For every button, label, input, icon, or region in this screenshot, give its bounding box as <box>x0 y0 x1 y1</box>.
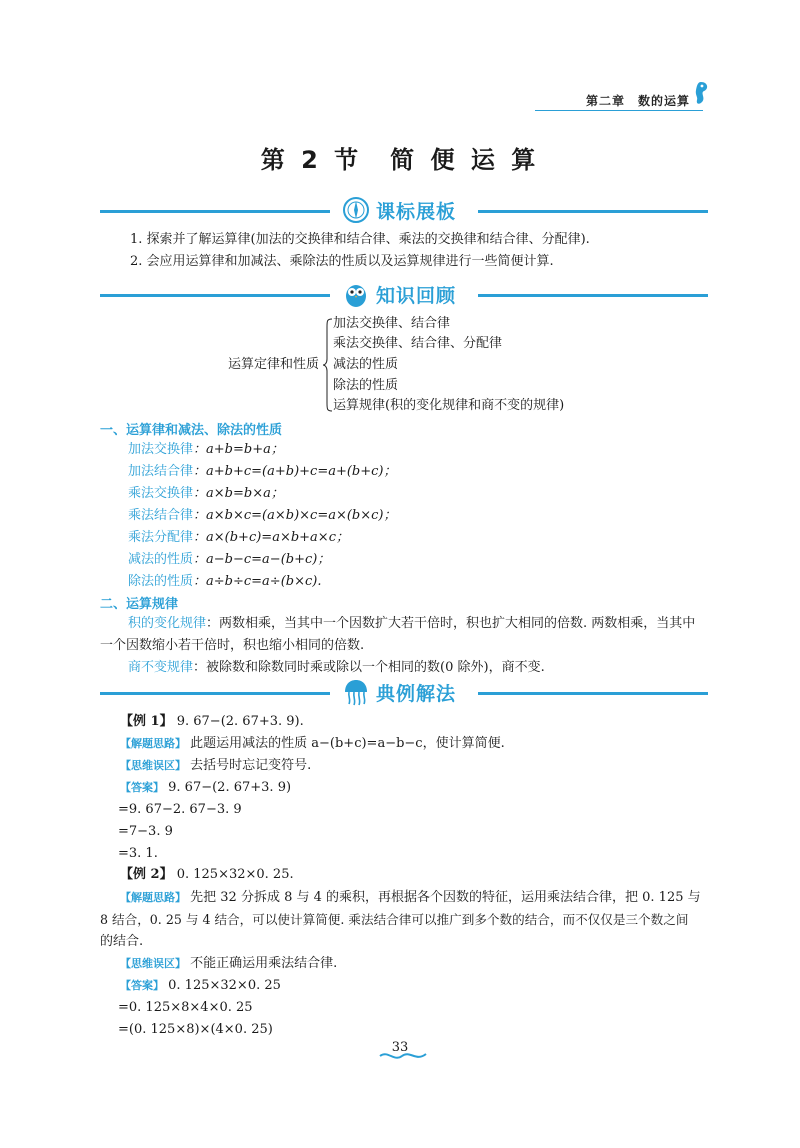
chapter-rule <box>535 110 703 111</box>
example-label: 【例 2】 <box>120 867 173 882</box>
answer-step: =3. 1. <box>118 846 158 861</box>
rule-name: 除法的性质 <box>128 574 194 589</box>
rule-name: 乘法结合律 <box>128 508 194 523</box>
rule-row <box>128 572 321 592</box>
banner-line-right <box>478 210 708 213</box>
banner-standards <box>100 196 708 226</box>
wave-icon <box>378 1048 428 1062</box>
banner-title: 知识回顾 <box>376 285 457 307</box>
rule-row <box>128 550 330 570</box>
rule-formula: ：a×b=b×a； <box>193 486 284 501</box>
rule-formula: ：a+b+c=(a+b)+c=a+(b+c)； <box>193 464 397 479</box>
rule-row <box>128 462 397 482</box>
mindmap-item: 运算规律(积的变化规律和商不变的规律) <box>333 398 565 413</box>
page-number: 33 <box>391 1040 409 1055</box>
tag-answer: 【答案】 <box>120 781 164 794</box>
standard-item-1: 1. 探索并了解运算律(加法的交换律和结合律、乘法的交换律和结合律、分配律). <box>130 232 590 247</box>
banner-examples <box>100 678 708 708</box>
tag-answer: 【答案】 <box>120 979 164 992</box>
example-problem: 0. 125×32×0. 25. <box>176 867 294 882</box>
mindmap-item: 减法的性质 <box>333 357 399 372</box>
seahorse-icon <box>690 80 712 114</box>
owl-icon <box>342 280 370 308</box>
rule-name: 加法交换律 <box>128 442 194 457</box>
example-1-pitfall <box>120 756 311 776</box>
idea-text-cont: 8 结合，0. 25 与 4 结合，可以使计算简便. 乘法结合律可以推广到多个数的结合，而不仅仅是三个数之间 <box>100 912 689 927</box>
section-title: 第 2 节 简 便 运 算 <box>260 146 540 174</box>
idea-text: 先把 32 分拆成 8 与 4 的乘积，再根据各个因数的特征，运用乘法结合律，把 0. 125 与 <box>190 890 701 905</box>
compass-icon <box>342 196 370 224</box>
mindmap-item: 加法交换律、结合律 <box>333 316 451 331</box>
rule-formula: ：a÷b÷c=a÷(b×c). <box>193 574 322 589</box>
rule-formula: ：a×b×c=(a×b)×c=a×(b×c)； <box>193 508 397 523</box>
pitfall-text: 去括号时忘记变符号. <box>190 758 312 773</box>
tag-pitfall: 【思维误区】 <box>120 759 186 772</box>
standard-item-2: 2. 会应用运算律和加减法、乘除法的性质以及运算规律进行一些简便计算. <box>130 254 554 269</box>
answer-text: 0. 125×32×0. 25 <box>168 978 281 993</box>
part1-title: 一、运算律和减法、除法的性质 <box>100 423 283 438</box>
example-1-row <box>120 712 304 732</box>
rule-name: 积的变化规律 <box>128 616 207 631</box>
banner-line-right <box>478 294 708 297</box>
banner-line-left <box>100 294 330 297</box>
rule-row <box>128 484 284 504</box>
rule-name: 加法结合律 <box>128 464 194 479</box>
jellyfish-icon <box>342 678 370 706</box>
example-1-idea <box>120 734 505 754</box>
rule-name: 乘法交换律 <box>128 486 194 501</box>
answer-step: =(0. 125×8)×(4×0. 25) <box>118 1022 273 1037</box>
example-label: 【例 1】 <box>120 714 173 729</box>
tag-idea: 【解题思路】 <box>120 891 186 904</box>
rule-name: 减法的性质 <box>128 552 194 567</box>
chapter-header: 第二章 数的运算 <box>585 94 690 108</box>
pitfall-text: 不能正确运用乘法结合律. <box>190 956 338 971</box>
idea-text-cont: 的结合. <box>100 934 144 949</box>
rule-name: 乘法分配律 <box>128 530 194 545</box>
rule-text-cont: 一个因数缩小若干倍时，积也缩小相同的倍数. <box>100 638 365 653</box>
answer-step: =9. 67−2. 67−3. 9 <box>118 802 242 817</box>
example-2-pitfall <box>120 954 337 974</box>
banner-line-right <box>478 692 708 695</box>
banner-review <box>100 280 708 310</box>
rule-row <box>128 528 349 548</box>
example-2-row <box>120 865 294 885</box>
mindmap-item: 乘法交换律、结合律、分配律 <box>333 336 503 351</box>
rule-name: 商不变规律 <box>128 660 194 675</box>
banner-line-left <box>100 692 330 695</box>
rule-row <box>128 614 695 634</box>
answer-text: 9. 67−(2. 67+3. 9) <box>168 780 292 795</box>
example-1-answer <box>120 778 291 798</box>
tag-pitfall: 【思维误区】 <box>120 957 186 970</box>
banner-title: 典例解法 <box>376 683 457 705</box>
answer-step: =0. 125×8×4×0. 25 <box>118 1000 253 1015</box>
rule-formula: ：a−b−c=a−(b+c)； <box>193 552 331 567</box>
banner-title: 课标展板 <box>376 201 457 223</box>
rule-row <box>128 440 284 460</box>
mindmap-item: 除法的性质 <box>333 378 399 393</box>
rule-row <box>128 658 545 678</box>
part2-title: 二、运算规律 <box>100 597 179 612</box>
answer-step: =7−3. 9 <box>118 824 173 839</box>
rule-text: ：被除数和除数同时乘或除以一个相同的数(0 除外)，商不变. <box>193 660 545 675</box>
example-2-idea <box>120 888 701 908</box>
tag-idea: 【解题思路】 <box>120 737 186 750</box>
rule-formula: ：a+b=b+a； <box>193 442 284 457</box>
rule-row <box>128 506 397 526</box>
rule-text: ：两数相乘，当其中一个因数扩大若干倍时，积也扩大相同的倍数. 两数相乘，当其中 <box>206 616 696 631</box>
mindmap-root: 运算定律和性质 <box>228 357 320 372</box>
example-problem: 9. 67−(2. 67+3. 9). <box>176 714 304 729</box>
rule-formula: ：a×(b+c)=a×b+a×c； <box>193 530 349 545</box>
example-2-answer <box>120 976 281 996</box>
banner-line-left <box>100 210 330 213</box>
idea-text: 此题运用减法的性质 a−(b+c)=a−b−c，使计算简便. <box>190 736 505 751</box>
